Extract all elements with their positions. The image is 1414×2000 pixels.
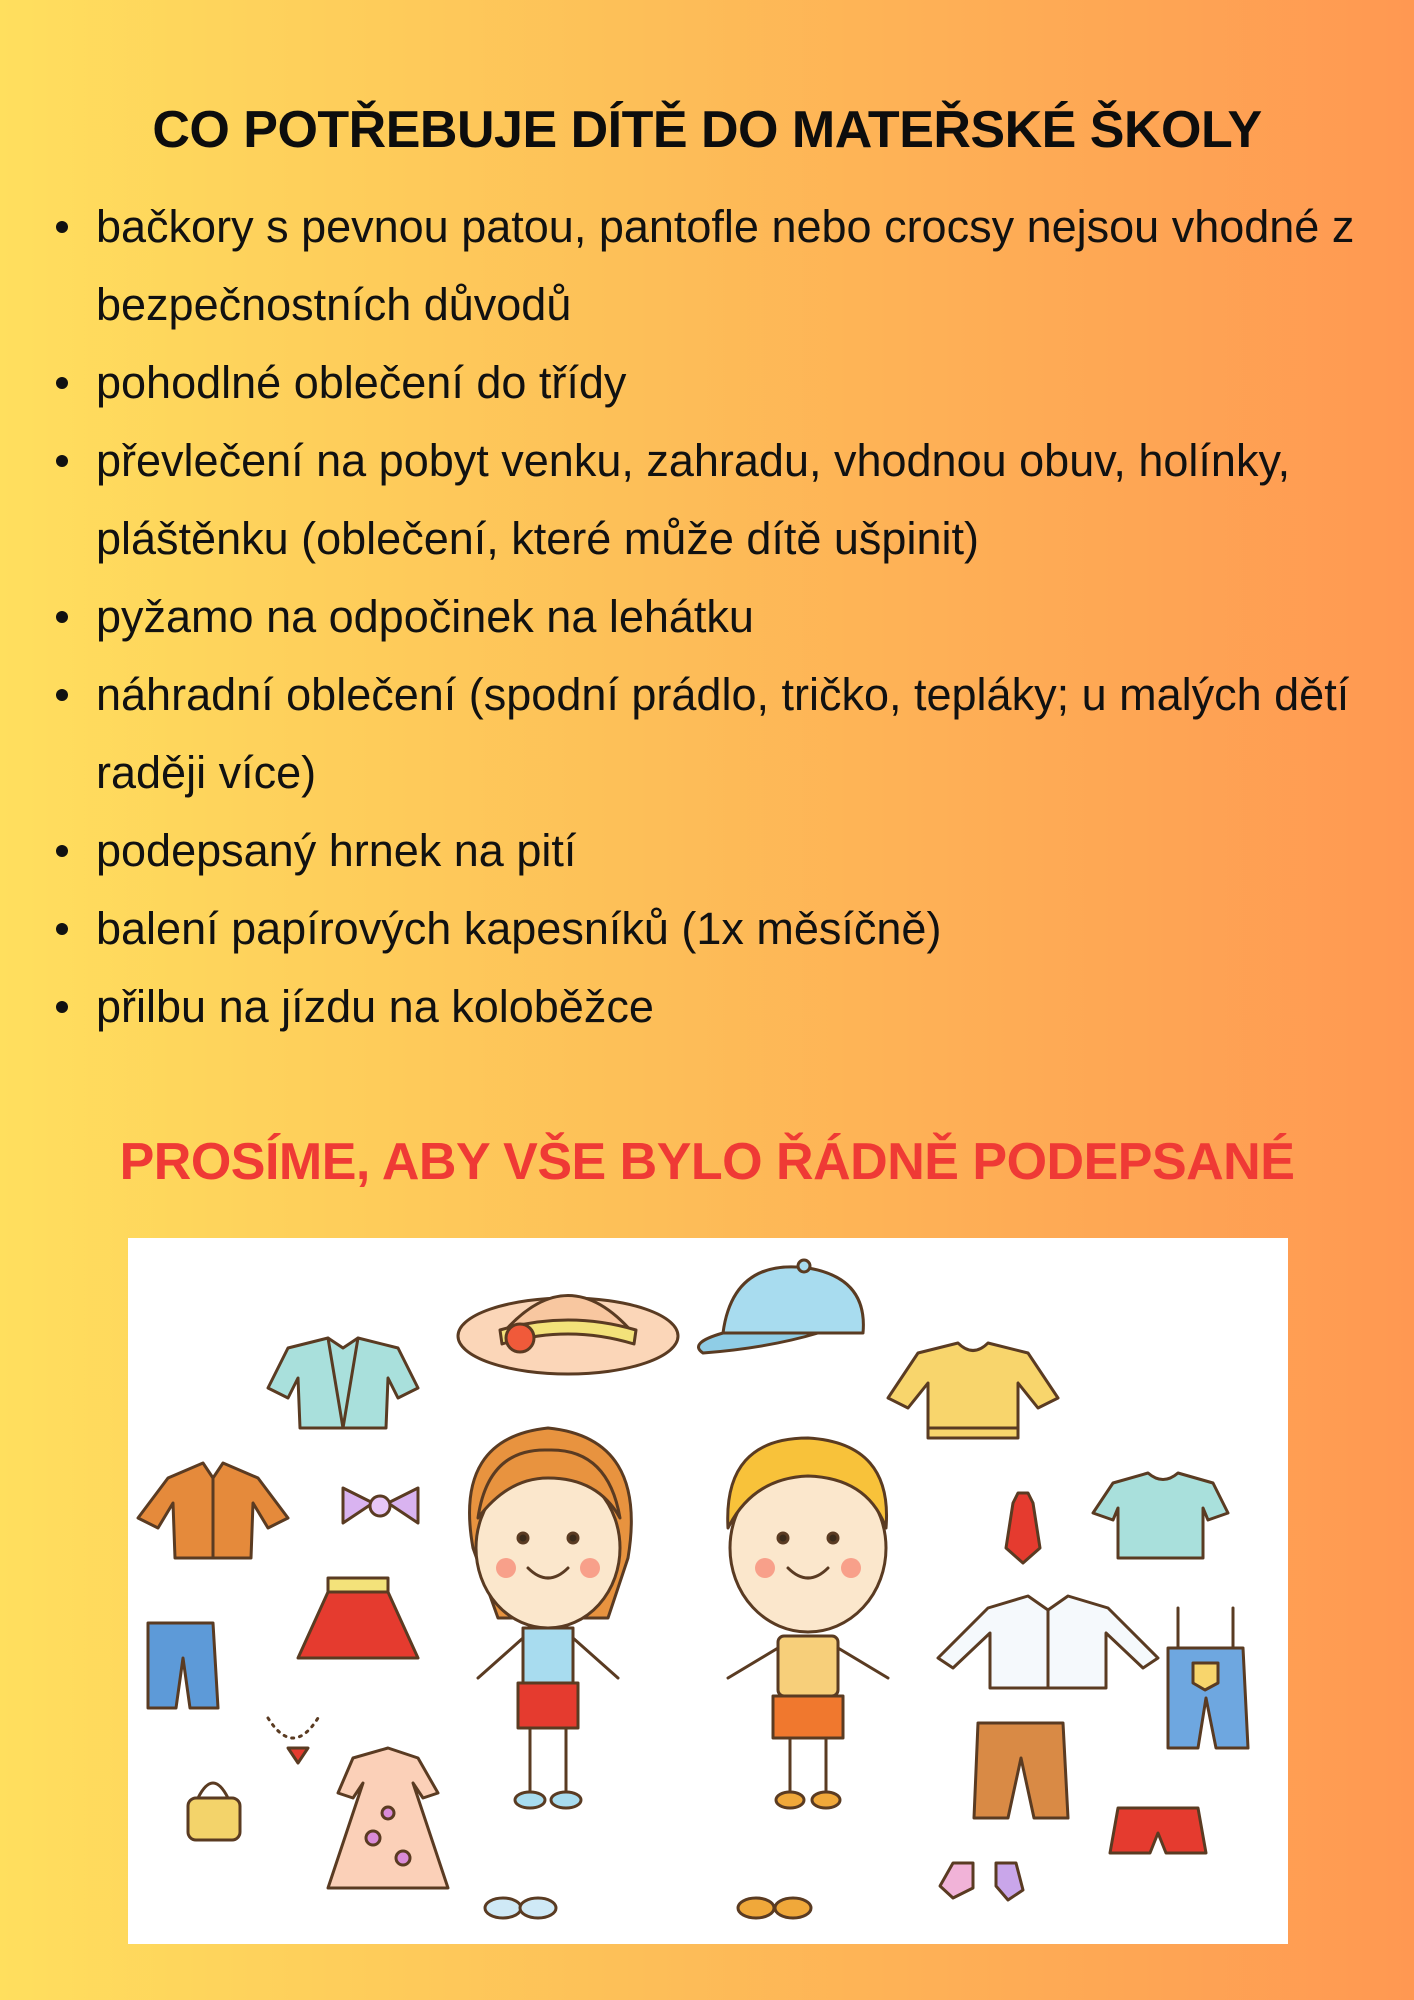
t-shirt-icon (1093, 1473, 1228, 1558)
list-item: bačkory s pevnou patou, pantofle nebo crocsy nejsou vhodné z bezpečnostních důvodů (48, 188, 1388, 344)
dress-icon (328, 1748, 448, 1888)
tie-icon (1006, 1493, 1040, 1563)
children-clothes-drawing (128, 1238, 1288, 1944)
sweater-icon (888, 1343, 1058, 1438)
list-item: balení papírových kapesníků (1x měsíčně) (48, 890, 1388, 968)
overalls-icon (1168, 1608, 1248, 1748)
list-item: náhradní oblečení (spodní prádlo, tričko, tepláky; u malých dětí raději více) (48, 656, 1388, 812)
notice-text: PROSÍME, ABY VŠE BYLO ŘÁDNĚ PODEPSANÉ (119, 1133, 1295, 1191)
list-item: převlečení na pobyt venku, zahradu, vhodnou obuv, holínky, pláštěnku (oblečení, které může dítě ušpinit) (48, 422, 1388, 578)
list-item: přilbu na jízdu na koloběžce (48, 968, 1388, 1046)
supplies-list (48, 188, 1388, 1046)
girl-figure (470, 1428, 632, 1808)
list-item: podepsaný hrnek na pití (48, 812, 1388, 890)
sun-hat-icon (458, 1296, 678, 1375)
jeans-shorts-icon (148, 1623, 218, 1708)
list-item: pohodlné oblečení do třídy (48, 344, 1388, 422)
shirt-icon (938, 1596, 1158, 1688)
cardigan-icon (268, 1338, 418, 1428)
list-item: pyžamo na odpočinek na lehátku (48, 578, 1388, 656)
socks-icon (940, 1863, 1023, 1900)
clothing-illustration (128, 1238, 1288, 1944)
red-shorts-icon (1110, 1808, 1206, 1853)
bow-icon (343, 1488, 418, 1523)
cap-icon (699, 1260, 864, 1353)
boy-figure (728, 1438, 888, 1808)
brown-shorts-icon (974, 1723, 1068, 1818)
page-title: CO POTŘEBUJE DÍTĚ DO MATEŘSKÉ ŠKOLY (152, 101, 1262, 159)
skirt-icon (298, 1578, 418, 1658)
jacket-icon (138, 1463, 288, 1558)
shoes-icon (485, 1898, 811, 1918)
necklace-icon (268, 1718, 318, 1763)
handbag-icon (188, 1783, 240, 1840)
